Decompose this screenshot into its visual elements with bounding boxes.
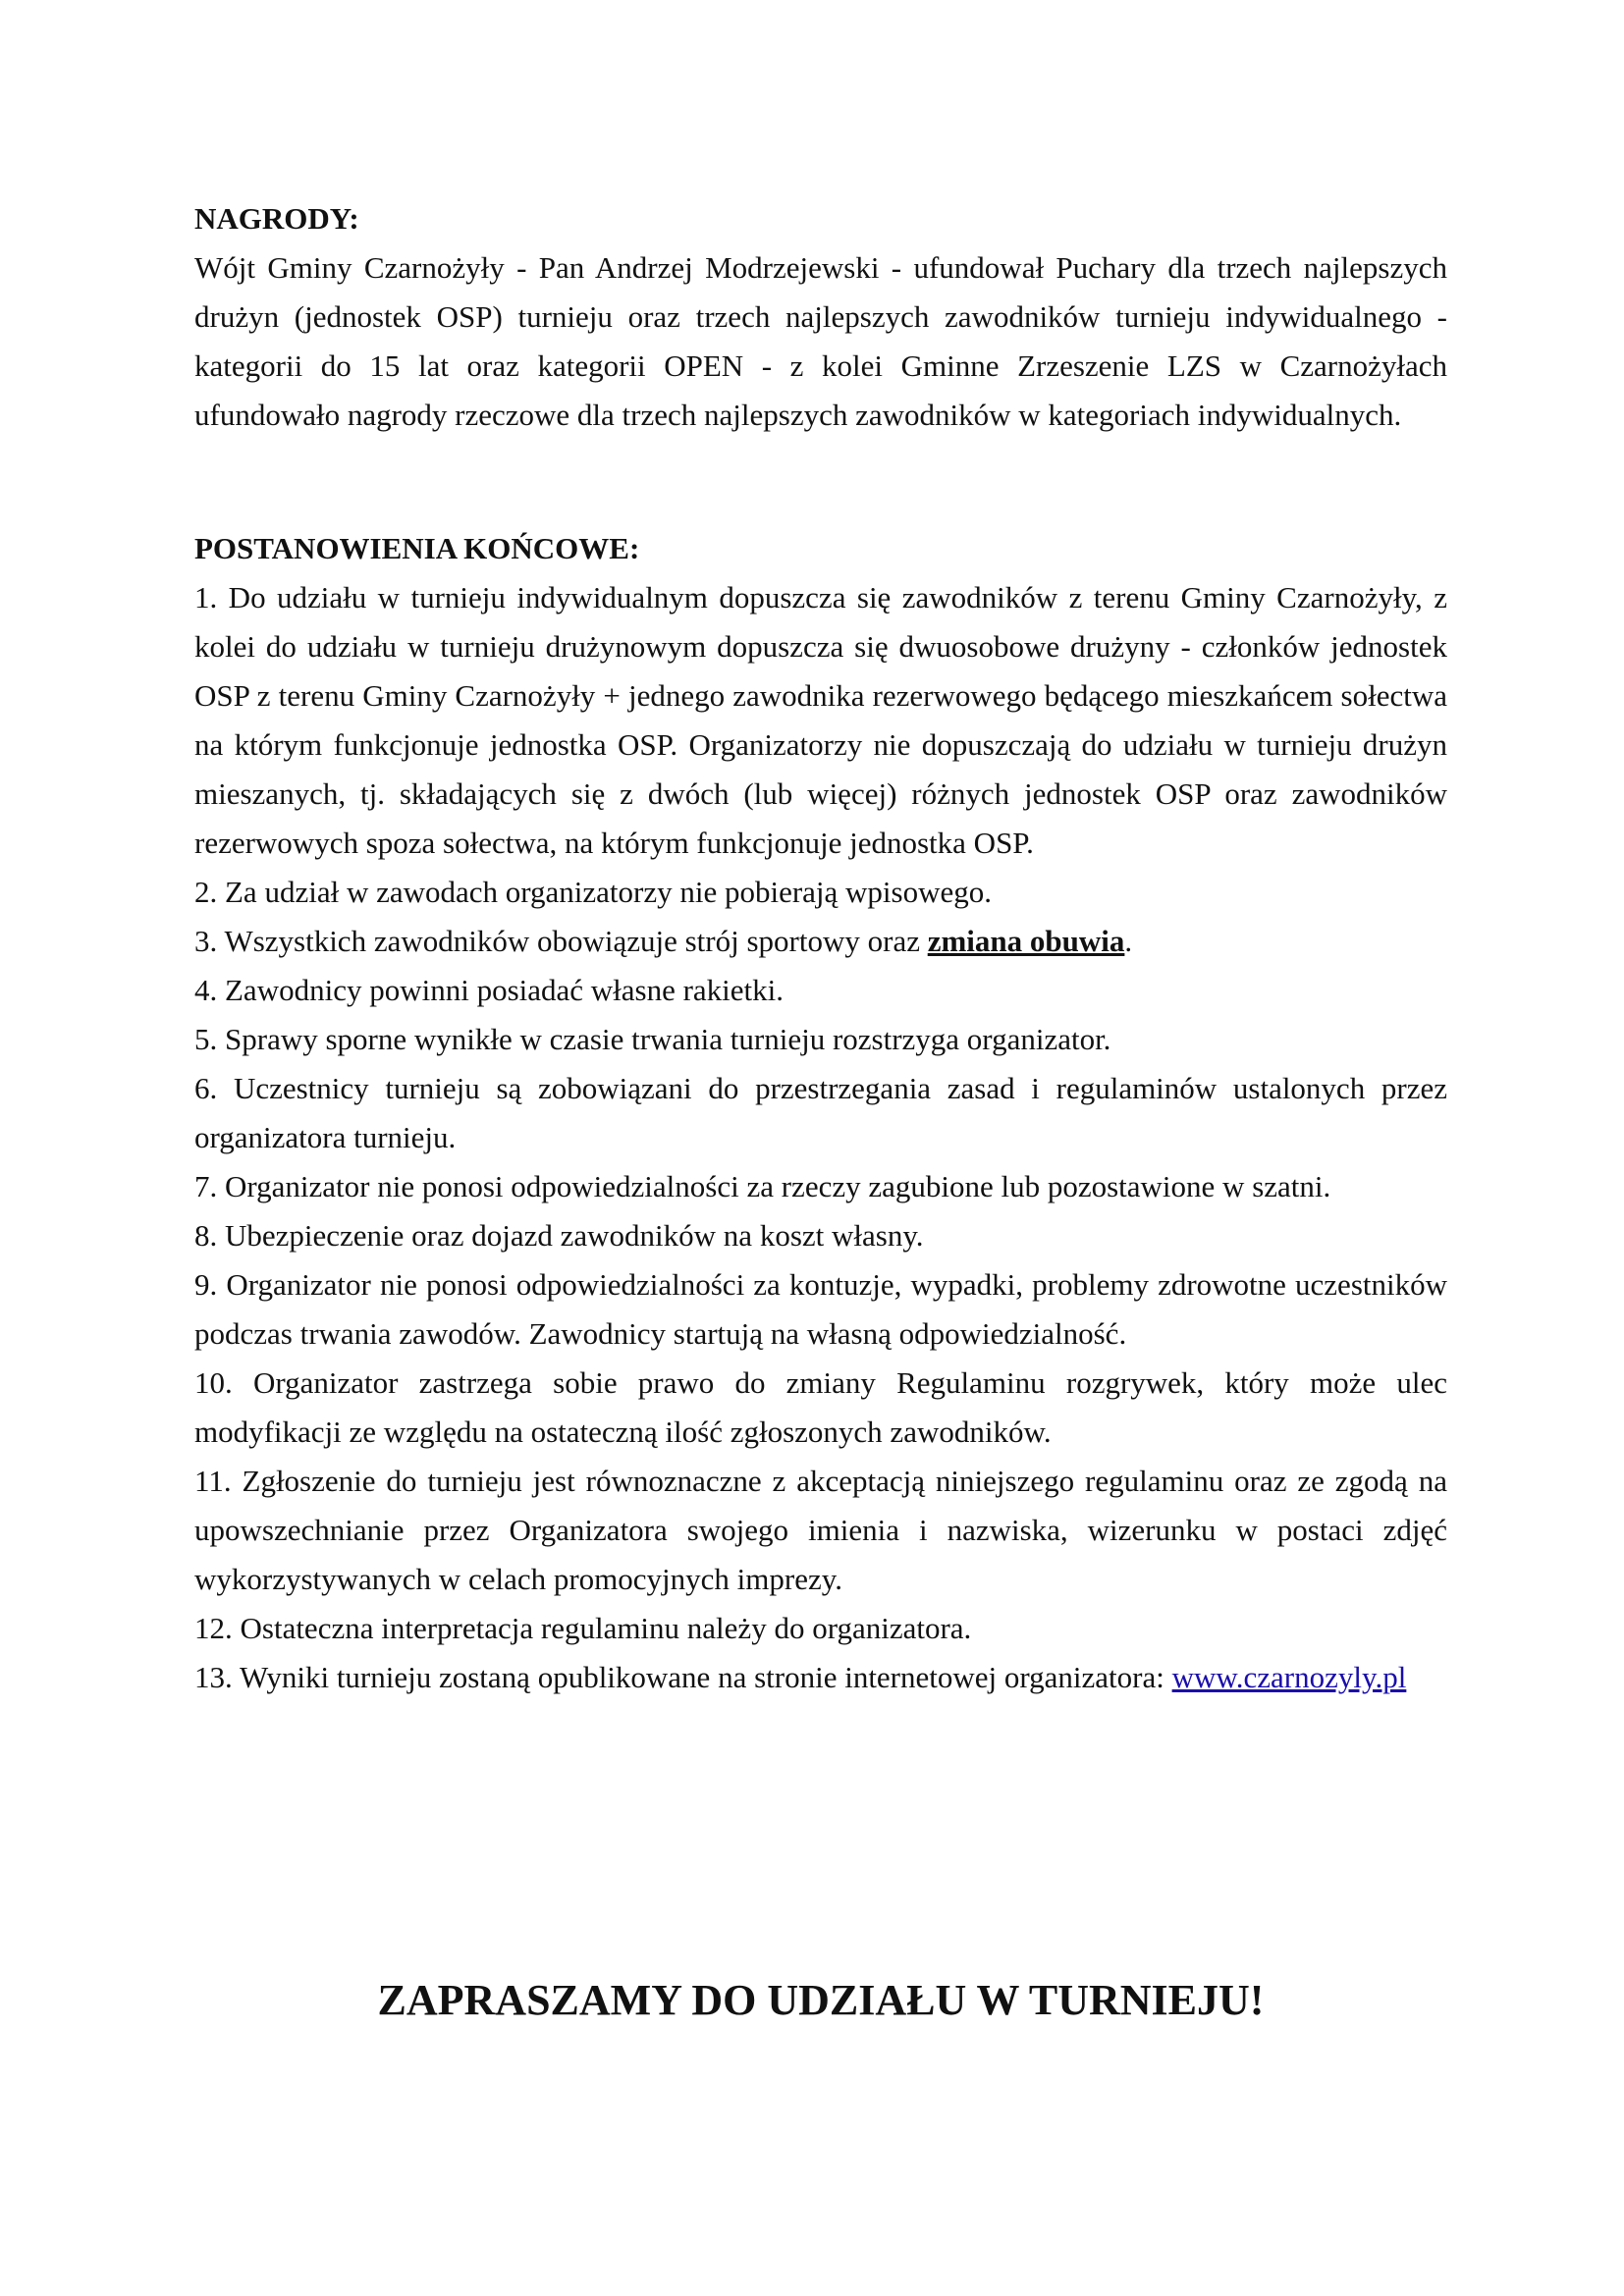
final-provisions-section bbox=[194, 524, 1447, 1702]
awards-heading: NAGRODY: bbox=[194, 201, 359, 236]
provision-item-1: 1. Do udziału w turnieju indywidualnym dopuszcza się zawodników z terenu Gminy Czarnożyły, z kolei do udziału w turnieju drużynowym dopuszcza się dwuosobowe drużyny - członków jednostek OSP z terenu Gminy Czarnożyły + jednego zawodnika rezerwowego będącego mieszkańcem sołectwa na którym funkcjonuje jednostka OSP. Organizatorzy nie dopuszczają do udziału w turnieju drużyn mieszanych, tj. składających się z dwóch (lub więcej) różnych jednostek OSP oraz zawodników rezerwowych spoza sołectwa, na którym funkcjonuje jednostka OSP. bbox=[194, 580, 1447, 860]
final-provisions-heading: POSTANOWIENIA KOŃCOWE: bbox=[194, 531, 640, 565]
document-page bbox=[194, 194, 1447, 2024]
shoe-change-emphasis: zmiana obuwia bbox=[927, 924, 1125, 958]
awards-text: Wójt Gminy Czarnożyły - Pan Andrzej Modrzejewski - ufundował Puchary dla trzech najlepszych drużyn (jednostek OSP) turnieju oraz trzech najlepszych zawodników turnieju indywidualnego - kategorii do 15 lat oraz kategorii OPEN - z kolei Gminne Zrzeszenie LZS w Czarnożyłach ufundowało nagrody rzeczowe dla trzech najlepszych zawodników w kategoriach indywidualnych. bbox=[194, 250, 1447, 432]
provision-item-3-end: . bbox=[1124, 924, 1133, 958]
provision-item-4: 4. Zawodnicy powinni posiadać własne rakietki. bbox=[194, 973, 785, 1007]
section-spacer bbox=[194, 440, 1447, 524]
closing-invitation: ZAPRASZAMY DO UDZIAŁU W TURNIEJU! bbox=[377, 1976, 1265, 2024]
provision-item-5: 5. Sprawy sporne wynikłe w czasie trwania turnieju rozstrzyga organizator. bbox=[194, 1022, 1111, 1056]
provision-item-7: 7. Organizator nie ponosi odpowiedzialności za rzeczy zagubione lub pozostawione w szatni. bbox=[194, 1169, 1331, 1203]
provision-item-3 bbox=[194, 917, 1447, 966]
provision-item-3-text: 3. Wszystkich zawodników obowiązuje strój sportowy oraz bbox=[194, 924, 928, 958]
provision-item-6: 6. Uczestnicy turnieju są zobowiązani do przestrzegania zasad i regulaminów ustalonych przez organizatora turnieju. bbox=[194, 1071, 1447, 1154]
provision-item-11: 11. Zgłoszenie do turnieju jest równoznaczne z akceptacją niniejszego regulaminu oraz ze zgodą na upowszechnianie przez Organizatora swojego imienia i nazwiska, wizerunku w postaci zdjęć wykorzystywanych w celach promocyjnych imprezy. bbox=[194, 1464, 1447, 1596]
provision-item-9: 9. Organizator nie ponosi odpowiedzialności za kontuzje, wypadki, problemy zdrowotne uczestników podczas trwania zawodów. Zawodnicy startują na własną odpowiedzialność. bbox=[194, 1267, 1447, 1351]
provisions-list bbox=[194, 573, 1447, 1702]
provision-item-8: 8. Ubezpieczenie oraz dojazd zawodników na koszt własny. bbox=[194, 1218, 924, 1253]
awards-section bbox=[194, 194, 1447, 440]
provision-item-12: 12. Ostateczna interpretacja regulaminu należy do organizatora. bbox=[194, 1611, 972, 1645]
provision-item-13-text: 13. Wyniki turnieju zostaną opublikowane na stronie internetowej organizatora: bbox=[194, 1660, 1172, 1694]
provision-item-10: 10. Organizator zastrzega sobie prawo do zmiany Regulaminu rozgrywek, który może ulec modyfikacji ze względu na ostateczną ilość zgłoszonych zawodników. bbox=[194, 1365, 1447, 1449]
organizer-website-link[interactable]: www.czarnozyly.pl bbox=[1171, 1660, 1407, 1694]
provision-item-2: 2. Za udział w zawodach organizatorzy nie pobierają wpisowego. bbox=[194, 875, 993, 909]
provision-item-13 bbox=[194, 1653, 1447, 1702]
